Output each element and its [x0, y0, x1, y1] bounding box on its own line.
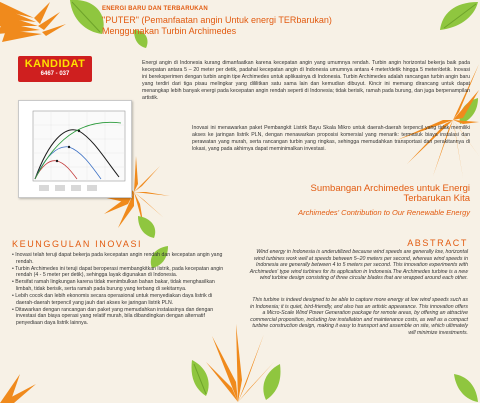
green-leaf-icon	[438, 0, 480, 32]
performance-chart-image	[18, 100, 132, 198]
category-label: ENERGI BARU DAN TERBARUKAN	[102, 6, 208, 12]
page-title: "PUTER" (Pemanfaatan angin Untuk energi TERbarukan) Menggunakan Turbin Archimedes	[102, 15, 332, 36]
chart-figure-icon	[19, 101, 131, 197]
abstract-paragraph-2: This turbine is indeed designed to be able to capture more energy at low wind speeds such as in Indonesia; it is quiet, bird-friendly, and also has an artistic appearance. This innovation offers a Micro-Scale Wind Power Generation package for remote areas, by offering an attractive commercial proposition, including low installation and maintenance costs, as well as a compact turbine construction design, making it easy to transport and assemble on site, which ultimately will minimize investments.	[250, 297, 468, 336]
list-item: • Lebih cocok dan lebih ekonomis secara operasional untuk menyediakan daya listrik di daerah-daerah terpencil yang jauh dari akses ke jaringan listrik PLN.	[12, 293, 213, 306]
advantages-list	[12, 252, 224, 327]
list-item: • Turbin Archimedes ini teruji dapat beroperasi membangkitkan listrik, pada kecepatan angin rendah (4 - 5 meter per detik), sehingga layak digunakan di Indonesia.	[12, 265, 224, 279]
orange-palm-leaf-icon	[0, 0, 74, 56]
abstract-heading: ABSTRACT	[407, 238, 468, 248]
green-leaf-icon	[136, 214, 158, 240]
orange-palm-leaf-icon	[0, 370, 40, 403]
candidate-badge	[18, 56, 92, 82]
list-item: • Ditawarkan dengan rancangan dan paket yang memudahkan instalasinya dan dengan investasi dan biaya operasi yang relatif murah, bila dibandingkan dengan alternatif penyediaan daya listrik lainnya.	[12, 306, 214, 326]
green-leaf-icon	[188, 358, 214, 398]
abstract-paragraph-1: Wind energy in Indonesia is underutilized because wind speeds are generally low, horizontal wind turbines work well at speeds between 5–20 meters per second, whereas wind speeds in Indonesia are generally between 4 to 5 meters per second. This innovation experiments with Archimedes' type wind turbines for its application in Indonesia.The Archimedes turbine is a new wind turbine design consisting of three circular blades that are wrapped around each other.	[249, 249, 468, 282]
list-item: • Inovasi telah teruji dapat bekerja pada kecepatan angin rendah dan kecepatan angin yang rendah.	[12, 252, 223, 265]
advantages-heading: KEUNGGULAN INOVASI	[12, 239, 143, 249]
badge-number: 6467 - 037	[40, 71, 70, 77]
badge-label: KANDIDAT	[24, 58, 86, 70]
intro-paragraph-1: Energi angin di Indonesia kurang dimanfaatkan karena kecepatan angin yang umumnya rendah. Turbin angin horizontal bekerja baik pada kecepatan antara 5 – 20 meter per detik, padahal kecepatan angin di Indonesia umumnya antara 4 meter/detik hingga 5 meter/detik. Inovasi ini bereksperimen dengan turbin angin tipe Archimedes untuk aplikasinya di Indonesia. Turbin Archimedes adalah rancangan turbin angin baru yang terdiri dari tiga pisau melingkar yang dililitkan satu sama lain dan kemudian dibuyut. Kincir ini memang dirancang untuk dapat menangkap lebih banyak energi pada kecepatan angin rendah seperti di Indonesia; tidak berisik, ramah pada burung, dan juga berpenampilan artistik.	[142, 60, 470, 101]
contribution-title-en: Archimedes' Contribution to Our Renewable Energy	[298, 208, 470, 217]
intro-paragraph-2: Inovasi ini menawarkan paket Pembangkit Listrik Bayu Skala Mikro untuk daerah-daerah terpencil yang tidak memiliki akses ke jaringan listrik PLN, dengan menawarkan proposisi komersial yang menarik: termasuk biaya instalasi dan perawatan yang murah, serta rancangan turbin yang ringkas, sehingga memudahkan transportasi dan perakitannya di lokasi, yang pada akhirnya dapat meminimalkan investasi.	[192, 125, 470, 152]
list-item: • Bersifat ramah lingkungan karena tidak menimbulkan bahan bakar, tidak menghasilkan limbah, tidak berisik, serta ramah pada burung yang terbang di sekitarnya.	[12, 279, 215, 292]
contribution-title: Sumbangan Archimedes untuk Energi Terbarukan Kita	[310, 183, 470, 204]
green-leaf-icon	[452, 372, 480, 403]
green-leaf-icon	[258, 362, 284, 402]
